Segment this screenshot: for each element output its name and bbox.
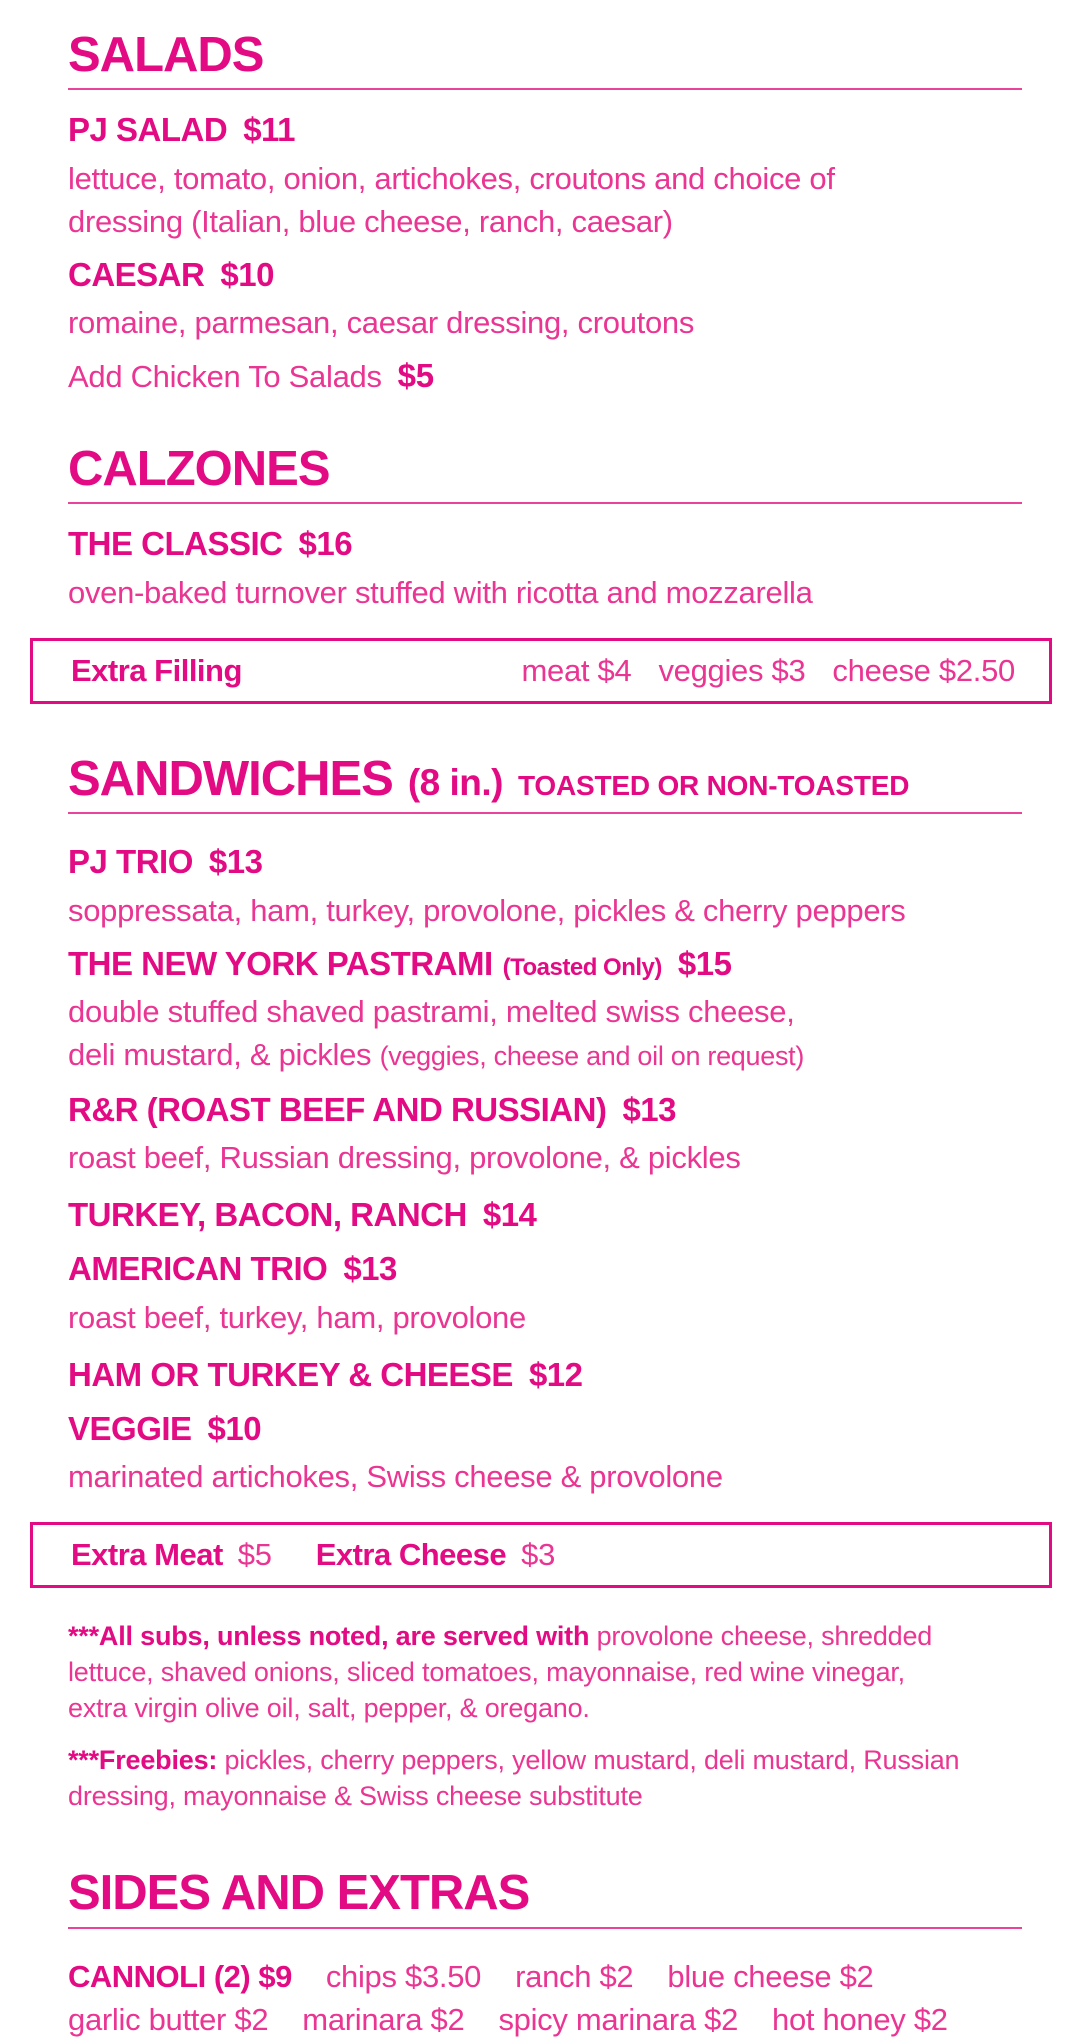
desc-line: romaine, parmesan, caesar dressing, croutons (68, 305, 695, 341)
menu-item-r-and-r (68, 1092, 1022, 1128)
item-name-text: R&R (ROAST BEEF AND RUSSIAN) (68, 1090, 607, 1128)
extra-meat-box (30, 1522, 1052, 1588)
desc-line: deli mustard, & pickles (veggies, cheese and oil on request) (68, 1036, 805, 1072)
note-line: dressing, mayonnaise & Swiss cheese substitute (68, 1781, 643, 1812)
filling-option: cheese $2.50 (832, 652, 1015, 688)
desc-line: lettuce, tomato, onion, artichokes, croutons and choice of (68, 160, 835, 196)
section-title-sides: SIDES AND EXTRAS (68, 1866, 530, 1921)
section-rule (68, 502, 1022, 504)
freebies-note (68, 1742, 1022, 1814)
menu-item-ny-pastrami (68, 946, 1022, 982)
all-subs-note (68, 1618, 1022, 1726)
item-price: $13 (343, 1250, 397, 1288)
item-name-text: THE NEW YORK PASTRAMI (68, 944, 493, 982)
sandwich-size-note: (8 in.) (407, 761, 504, 803)
section-rule (68, 1927, 1022, 1929)
note-line: extra virgin olive oil, salt, pepper, & oregano. (68, 1693, 590, 1724)
item-description (68, 301, 1022, 344)
cannoli-item: CANNOLI (2) $9 (68, 1958, 292, 1994)
item-description (68, 1136, 1022, 1179)
item-description (68, 1296, 1022, 1339)
section-title-text: SANDWICHES (68, 751, 393, 806)
menu-item-pj-trio (68, 844, 1022, 880)
item-description (68, 990, 1022, 1078)
desc-line: marinated artichokes, Swiss cheese & provolone (68, 1459, 723, 1495)
extra-cheese-option: Extra Cheese $3 (315, 1537, 556, 1573)
item-description (68, 1455, 1022, 1498)
desc-line: dressing (Italian, blue cheese, ranch, caesar) (68, 203, 673, 239)
note-line: lettuce, shaved onions, sliced tomatoes, mayonnaise, red wine vinegar, (68, 1657, 905, 1688)
desc-line: roast beef, Russian dressing, provolone, & pickles (68, 1140, 741, 1176)
item-name-text: CAESAR (68, 255, 205, 293)
filling-option: veggies $3 (658, 652, 806, 688)
item-name-text: AMERICAN TRIO (68, 1250, 328, 1288)
item-price: $10 (220, 255, 274, 293)
sides-item: ranch $2 (515, 1958, 634, 1994)
item-price: $11 (243, 111, 295, 149)
desc-line: roast beef, turkey, ham, provolone (68, 1299, 526, 1335)
item-name-text: PJ SALAD (68, 111, 228, 149)
item-price: $12 (528, 1355, 583, 1393)
extra-filling-box (30, 638, 1052, 704)
section-title-salads: SALADS (68, 28, 264, 82)
item-name-text: HAM OR TURKEY & CHEESE (68, 1355, 513, 1393)
section-rule (68, 88, 1022, 90)
extra-filling-label: Extra Filling (71, 652, 242, 688)
item-price: $14 (482, 1196, 537, 1234)
item-price: $16 (298, 525, 353, 563)
desc-request-note: (veggies, cheese and oil on request) (379, 1040, 805, 1071)
item-toasted-note: (Toasted Only) (502, 953, 662, 981)
item-name-text: THE CLASSIC (68, 525, 283, 563)
sides-item: blue cheese $2 (667, 1958, 874, 1994)
item-name-text: VEGGIE (68, 1409, 192, 1447)
menu-item-caesar (68, 257, 1022, 293)
addon-price: $5 (397, 357, 434, 395)
item-price: $15 (677, 944, 732, 982)
section-rule (68, 812, 1022, 814)
menu-item-ham-or-turkey (68, 1357, 1022, 1393)
item-name-text: TURKEY, BACON, RANCH (68, 1196, 467, 1234)
menu-item-pj-salad (68, 112, 1022, 148)
extra-meat-options (71, 1537, 555, 1573)
extra-meat-option: Extra Meat $5 (71, 1537, 272, 1573)
desc-line: soppressata, ham, turkey, provolone, pickles & cherry peppers (68, 892, 906, 928)
desc-line: oven-baked turnover stuffed with ricotta and mozzarella (68, 574, 813, 610)
menu-item-veggie (68, 1411, 1022, 1447)
extra-filling-options (522, 653, 1016, 689)
desc-line: double stuffed shaved pastrami, melted swiss cheese, (68, 993, 795, 1029)
section-title-sandwiches (68, 751, 1022, 806)
sides-item: garlic butter $2 (68, 2001, 269, 2037)
sides-row-2 (68, 1998, 1022, 2041)
menu-item-turkey-bacon-ranch (68, 1197, 1022, 1233)
section-title-calzones: CALZONES (68, 442, 330, 497)
item-description (68, 889, 1022, 932)
sides-row-1 (68, 1955, 1022, 1998)
sides-item: spicy marinara $2 (498, 2001, 739, 2037)
sandwich-toast-note: TOASTED OR NON-TOASTED (518, 769, 910, 801)
item-price: $13 (622, 1090, 677, 1128)
item-price: $10 (207, 1409, 262, 1447)
item-description (68, 571, 1022, 614)
menu-item-american-trio (68, 1251, 1022, 1287)
filling-option: meat $4 (521, 652, 632, 688)
addon-label: Add Chicken To Salads (68, 359, 382, 395)
menu-item-the-classic (68, 526, 1022, 562)
note-line: ***Freebies: pickles, cherry peppers, yellow mustard, deli mustard, Russian (68, 1745, 960, 1776)
sides-item: marinara $2 (302, 2001, 465, 2037)
sides-item: chips $3.50 (325, 1958, 482, 1994)
add-chicken-line (68, 354, 1022, 398)
item-name-text: PJ TRIO (68, 843, 193, 881)
item-price: $13 (208, 843, 263, 881)
sides-item: hot honey $2 (772, 2001, 948, 2037)
item-description (68, 157, 1022, 243)
note-line: ***All subs, unless noted, are served with provolone cheese, shredded (68, 1621, 933, 1652)
